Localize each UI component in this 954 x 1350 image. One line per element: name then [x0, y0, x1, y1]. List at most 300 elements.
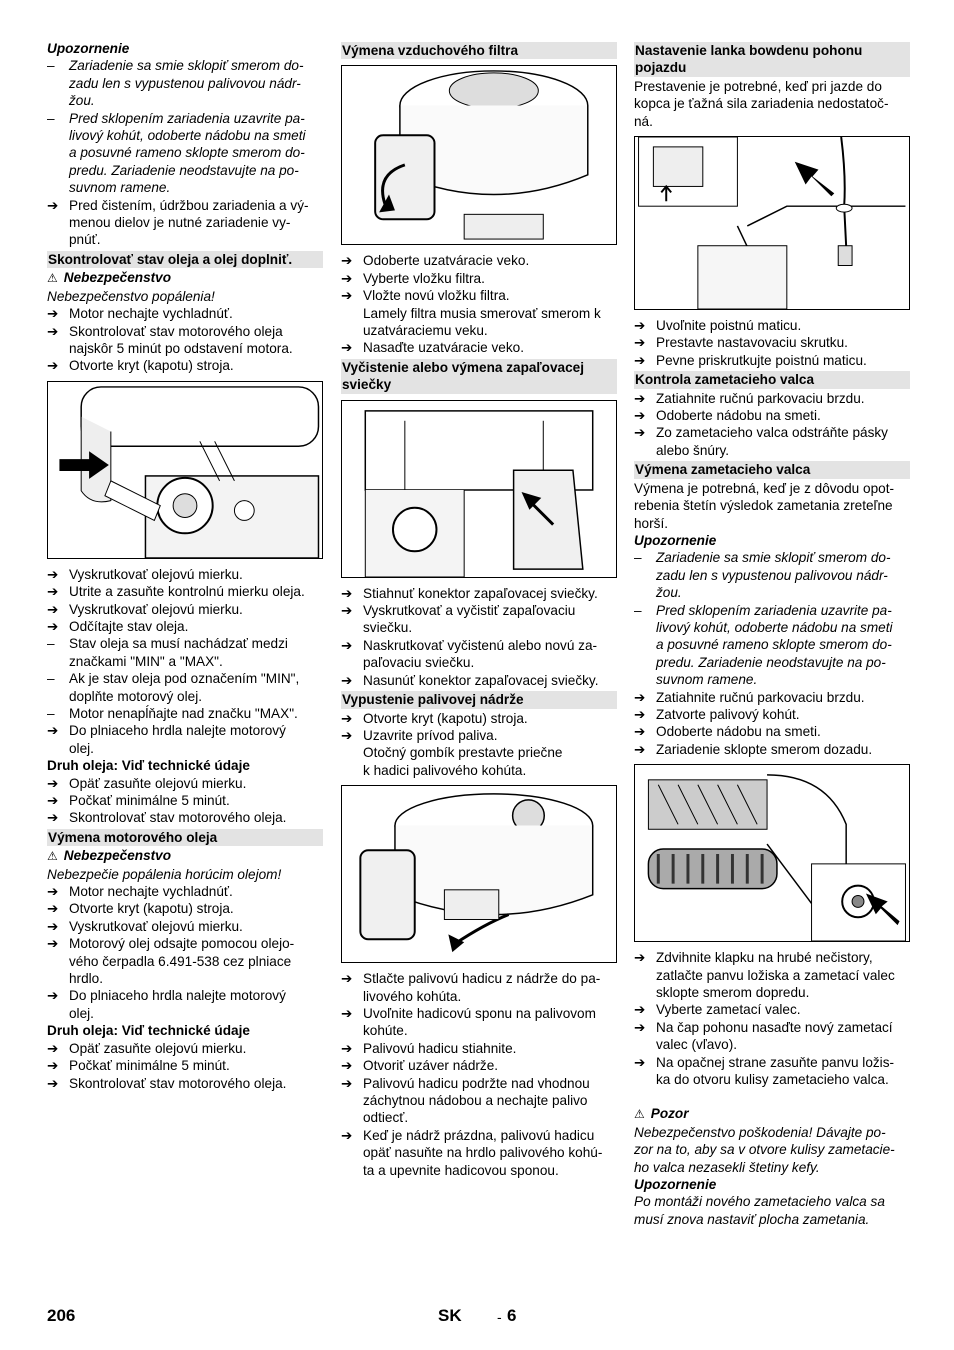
line-text: a posuvné rameno sklopte smerom do- [69, 145, 305, 161]
column-middle [341, 40, 617, 1179]
continuation-line [47, 162, 323, 179]
line-text: Upozornenie [47, 41, 130, 56]
arrow-bullet-icon: ➔ [341, 971, 353, 987]
fig-spark-plug [341, 400, 617, 578]
arrow-bullet-icon: ➔ [634, 425, 646, 441]
instruction-step [341, 970, 617, 987]
line-text: Po montáži nového zametacieho valca sa [634, 1194, 885, 1210]
bullet-item [634, 602, 910, 619]
language-code: SK [438, 1306, 462, 1325]
arrow-bullet-icon: ➔ [47, 810, 59, 826]
instruction-step [634, 1019, 910, 1036]
line-text: Skontrolovať stav oleja a olej doplniť. [48, 251, 293, 267]
arrow-bullet-icon: ➔ [47, 1075, 59, 1091]
line-text: uzatváraciemu veku. [363, 323, 488, 339]
line-text: pojazdu [635, 60, 687, 76]
arrow-bullet-icon: ➔ [47, 566, 59, 582]
arrow-bullet-icon: ➔ [634, 1019, 646, 1035]
continuation-line [341, 619, 617, 636]
line-text: livový kohút, odoberte nádobu na smeti [656, 619, 893, 635]
line-text: Nebezpečenstvo popálenia! [47, 288, 215, 304]
arrow-bullet-icon: ➔ [47, 1058, 59, 1074]
warning-triangle-icon: ⚠ [47, 271, 58, 286]
line-text: Vyskrutkovať a vyčistiť zapaľovaciu [363, 603, 576, 619]
instruction-step [341, 1127, 617, 1144]
dash-bullet: – [634, 602, 642, 618]
arrow-bullet-icon: ➔ [341, 637, 353, 653]
continuation-line [47, 970, 323, 987]
continuation-line [47, 340, 323, 357]
line-text: Stav oleja sa musí nachádzať medzi [69, 636, 288, 652]
arrow-bullet-icon: ➔ [341, 603, 353, 619]
instruction-step [47, 935, 323, 952]
text-line [47, 40, 323, 57]
instruction-step [341, 1057, 617, 1074]
line-text: Pozor [650, 1106, 689, 1122]
line-text: predu. Zariadenie neodstavujte na po- [69, 162, 299, 178]
line-text: žou. [656, 585, 682, 601]
dash-bullet: – [47, 58, 55, 74]
line-text: Kontrola zametacieho valca [635, 372, 815, 388]
instruction-step [47, 900, 323, 917]
continuation-line [634, 619, 910, 636]
section-heading [341, 376, 617, 393]
text-line [634, 1176, 910, 1193]
arrow-bullet-icon: ➔ [341, 270, 353, 286]
line-text: Motor nechajte vychladnúť. [69, 884, 233, 900]
continuation-line [634, 967, 910, 984]
warning-label [634, 1105, 910, 1123]
arrow-bullet-icon: ➔ [634, 318, 646, 334]
instruction-step [341, 710, 617, 727]
text-line [634, 1193, 910, 1210]
continuation-line [47, 653, 323, 670]
line-text: zadu len s vypustenou palivovou nádr- [69, 75, 301, 91]
continuation-line [47, 92, 323, 109]
instruction-step [634, 689, 910, 706]
instruction-step [47, 197, 323, 214]
instruction-step [341, 672, 617, 689]
instruction-step [341, 339, 617, 356]
line-text: Vyskrutkovať olejovú mierku. [69, 918, 243, 934]
arrow-bullet-icon: ➔ [47, 601, 59, 617]
line-text: musí znova nastaviť plocha zametania. [634, 1211, 870, 1227]
line-text: opäť nasuňte na hrdlo palivového kohú- [363, 1145, 603, 1161]
line-text: Palivovú hadicu stiahnite. [363, 1040, 517, 1056]
line-text: sklopte smerom dopredu. [656, 985, 810, 1000]
line-text: Skontrolovať stav motorového oleja. [69, 1075, 287, 1091]
warning-triangle-icon: ⚠ [634, 1107, 645, 1122]
line-text: Stlačte palivovú hadicu z nádrže do pa- [363, 971, 601, 987]
arrow-bullet-icon: ➔ [47, 918, 59, 934]
line-text: olej. [69, 740, 94, 756]
arrow-bullet-icon: ➔ [634, 950, 646, 966]
line-text: zor na to, aby sa v otvore kulisy zametacie- [634, 1142, 895, 1158]
dash-bullet: – [47, 110, 55, 126]
arrow-bullet-icon: ➔ [47, 1040, 59, 1056]
instruction-step [47, 1057, 323, 1074]
line-text: Pred sklopením zariadenia uzavrite pa- [69, 110, 305, 126]
line-text: Nasaďte uzatváracie veko. [363, 340, 524, 356]
continuation-line [47, 953, 323, 970]
line-text: Druh oleja: Viď technické údaje [47, 1023, 250, 1039]
instruction-step [47, 566, 323, 583]
line-text: Zariadenie sa smie sklopiť smerom do- [69, 58, 304, 74]
instruction-step [47, 775, 323, 792]
line-text: Palivovú hadicu podržte nad vhodnou [363, 1075, 590, 1091]
fig-oil-dipstick [47, 381, 323, 559]
instruction-step [47, 809, 323, 826]
continuation-line [634, 671, 910, 688]
bullet-item [47, 670, 323, 687]
line-text: Zatiahnite ručnú parkovaciu brzdu. [656, 390, 865, 406]
continuation-line [341, 762, 617, 779]
instruction-step [341, 1075, 617, 1092]
continuation-line [47, 179, 323, 196]
text-line [47, 288, 323, 305]
line-text: livového kohúta. [363, 988, 462, 1004]
instruction-step [47, 323, 323, 340]
line-text: Nebezpečenstvo [63, 270, 172, 286]
line-text: pnúť. [69, 232, 101, 248]
arrow-bullet-icon: ➔ [341, 1058, 353, 1074]
instruction-step [341, 1005, 617, 1022]
continuation-line [341, 1144, 617, 1161]
line-text: ta a upevnite hadicovou sponou. [363, 1162, 559, 1178]
line-text: hrdlo. [69, 971, 104, 987]
text-line [634, 532, 910, 549]
arrow-bullet-icon: ➔ [634, 724, 646, 740]
line-text: Prestavenie je potrebné, keď pri jazde do [634, 78, 882, 94]
instruction-step [341, 270, 617, 287]
line-text: sviečky [342, 377, 392, 393]
arrow-bullet-icon: ➔ [341, 710, 353, 726]
line-text: doplňte motorový olej. [69, 688, 202, 704]
continuation-line [341, 1092, 617, 1109]
fuel-hose-illustration [342, 786, 616, 962]
arrow-bullet-icon: ➔ [634, 741, 646, 757]
bullet-item [47, 57, 323, 74]
arrow-bullet-icon: ➔ [634, 1002, 646, 1018]
line-text: Skontrolovať stav motorového oleja [69, 323, 283, 339]
fig-fuel-hose [341, 785, 617, 963]
arrow-bullet-icon: ➔ [47, 723, 59, 739]
arrow-bullet-icon: ➔ [47, 901, 59, 917]
section-heading [634, 461, 910, 478]
line-text: Motor nechajte vychladnúť. [69, 306, 233, 322]
line-text: Uzavrite prívod paliva. [363, 727, 498, 743]
line-text: zadu len s vypustenou palivovou nádr- [656, 567, 888, 583]
instruction-step [634, 334, 910, 351]
arrow-bullet-icon: ➔ [47, 323, 59, 339]
arrow-bullet-icon: ➔ [47, 793, 59, 808]
section-number: 6 [507, 1306, 517, 1325]
text-line [634, 95, 910, 112]
line-text: Zariadenie sa smie sklopiť smerom do- [656, 550, 891, 566]
line-text: Výmena motorového oleja [48, 829, 218, 845]
instruction-step [341, 1040, 617, 1057]
continuation-line [634, 584, 910, 601]
bullet-item [47, 705, 323, 722]
line-text: Opäť zasuňte olejovú mierku. [69, 775, 247, 791]
arrow-bullet-icon: ➔ [634, 335, 646, 351]
line-text: Zdvihnite klapku na hrubé nečistory, [656, 950, 873, 966]
line-text: zatlačte panvu ložiska a zametací valec [656, 967, 895, 983]
line-text: Nebezpečie popálenia horúcim olejom! [47, 866, 282, 882]
continuation-line [341, 1109, 617, 1126]
arrow-bullet-icon: ➔ [341, 672, 353, 688]
line-text: Ak je stav oleja pod označením "MIN", [69, 671, 300, 687]
line-text: Opäť zasuňte olejovú mierku. [69, 1040, 247, 1056]
line-text: Zo zametacieho valca odstráňte pásky [656, 425, 888, 441]
line-text: olej. [69, 1005, 94, 1021]
line-text: Upozornenie [634, 532, 717, 548]
instruction-step [634, 741, 910, 758]
arrow-bullet-icon: ➔ [341, 1005, 353, 1021]
bullet-item [634, 549, 910, 566]
line-text: ho valca nezasekli štetiny kefy. [634, 1159, 820, 1175]
fig-air-filter [341, 65, 617, 245]
line-text: alebo šnúry. [656, 442, 730, 458]
spacer [634, 1088, 910, 1105]
instruction-step [341, 252, 617, 269]
line-text: Uvoľnite poistnú maticu. [656, 318, 802, 334]
section-heading [47, 251, 323, 268]
warning-triangle-icon: ⚠ [47, 849, 58, 864]
continuation-line [341, 654, 617, 671]
text-line [634, 515, 910, 532]
continuation-line [47, 1005, 323, 1022]
line-text: Stiahnuť konektor zapaľovacej sviečky. [363, 585, 598, 601]
text-line [47, 757, 323, 774]
instruction-step [341, 287, 617, 304]
line-text: Prestavte nastavovaciu skrutku. [656, 335, 848, 351]
line-text: k hadici palivového kohúta. [363, 762, 527, 778]
line-text: vého čerpadla 6.491-538 cez plniace [69, 953, 292, 969]
arrow-bullet-icon: ➔ [341, 340, 353, 356]
text-line [634, 1124, 910, 1141]
instruction-step [634, 706, 910, 723]
line-text: Zatiahnite ručnú parkovaciu brzdu. [656, 689, 865, 705]
line-text: najskôr 5 minút po odstavení motora. [69, 340, 293, 356]
line-text: Otvoriť uzáver nádrže. [363, 1058, 499, 1074]
line-text: Motorový olej odsajte pomocou olejo- [69, 936, 295, 952]
instruction-step [634, 723, 910, 740]
arrow-bullet-icon: ➔ [341, 253, 353, 269]
bullet-item [47, 110, 323, 127]
continuation-line [47, 127, 323, 144]
continuation-line [47, 214, 323, 231]
continuation-line [341, 1022, 617, 1039]
arrow-bullet-icon: ➔ [47, 197, 59, 213]
warning-label [47, 269, 323, 287]
instruction-step [341, 602, 617, 619]
fig-bowden [634, 136, 910, 310]
arrow-bullet-icon: ➔ [634, 408, 646, 424]
instruction-step [47, 792, 323, 809]
line-text: paľovaciu sviečku. [363, 655, 475, 671]
instruction-step [634, 949, 910, 966]
line-text: Zatvorte palivový kohút. [656, 706, 800, 722]
arrow-bullet-icon: ➔ [47, 584, 59, 600]
instruction-step [634, 1054, 910, 1071]
line-text: Otočný gombík prestavte priečne [363, 745, 563, 761]
column-left [47, 40, 323, 1092]
continuation-line [634, 654, 910, 671]
line-text: Do plniaceho hrdla nalejte motorový [69, 988, 286, 1004]
line-text: Na opačnej strane zasuňte panvu ložis- [656, 1054, 895, 1070]
instruction-step [634, 407, 910, 424]
section-heading [634, 42, 910, 59]
continuation-line [47, 75, 323, 92]
arrow-bullet-icon: ➔ [634, 706, 646, 722]
section-heading [341, 359, 617, 376]
line-text: Počkať minimálne 5 minút. [69, 793, 230, 808]
instruction-step [47, 357, 323, 374]
fig-roller [634, 764, 910, 942]
page-number: 206 [47, 1306, 76, 1325]
arrow-bullet-icon: ➔ [634, 352, 646, 368]
instruction-step [634, 317, 910, 334]
line-text: Vyskrutkovať olejovú mierku. [69, 601, 243, 617]
line-text: záchytnou nádobou a nechajte palivo [363, 1092, 588, 1108]
line-text: Lamely filtra musia smerovať smerom k [363, 305, 601, 321]
line-text: Pred čistením, údržbou zariadenia a vý- [69, 197, 309, 213]
arrow-bullet-icon: ➔ [341, 727, 353, 743]
line-text: Odoberte uzatváracie veko. [363, 253, 530, 269]
instruction-step [47, 987, 323, 1004]
air-filter-illustration [342, 66, 616, 244]
text-line [47, 1022, 323, 1039]
line-text: valec (vľavo). [656, 1037, 738, 1053]
instruction-step [47, 583, 323, 600]
line-text: Vyberte zametací valec. [656, 1002, 801, 1018]
line-text: značkami "MIN" a "MAX". [69, 653, 223, 669]
line-text: Upozornenie [634, 1177, 717, 1193]
sweeping-roller-illustration [635, 765, 909, 941]
continuation-line [634, 984, 910, 1001]
section-heading [634, 371, 910, 388]
instruction-step [634, 390, 910, 407]
text-line [634, 480, 910, 497]
text-line [634, 1159, 910, 1176]
line-text: Zariadenie sklopte smerom dozadu. [656, 741, 873, 757]
instruction-step [47, 305, 323, 322]
line-text: suvnom ramene. [69, 180, 171, 196]
instruction-step [47, 618, 323, 635]
section-dash: - [497, 1309, 502, 1325]
line-text: Naskrutkovať vyčistenú alebo novú za- [363, 637, 598, 653]
continuation-line [341, 1162, 617, 1179]
line-text: odtiecť. [363, 1110, 409, 1126]
continuation-line [634, 567, 910, 584]
arrow-bullet-icon: ➔ [634, 1054, 646, 1070]
text-line [634, 497, 910, 514]
continuation-line [47, 688, 323, 705]
line-text: sviečku. [363, 620, 413, 636]
line-text: Druh oleja: Viď technické údaje [47, 758, 250, 774]
instruction-step [47, 1040, 323, 1057]
line-text: Nebezpečenstvo poškodenia! Dávajte po- [634, 1124, 886, 1140]
arrow-bullet-icon: ➔ [47, 618, 59, 634]
arrow-bullet-icon: ➔ [341, 1127, 353, 1143]
instruction-step [47, 722, 323, 739]
line-text: Utrite a zasuňte kontrolnú mierku oleja. [69, 584, 305, 600]
line-text: Na čap pohonu nasaďte nový zametací [656, 1019, 893, 1035]
line-text: rebenia štetín výsledok zametania zreteľne [634, 498, 893, 514]
arrow-bullet-icon: ➔ [341, 288, 353, 304]
line-text: ná. [634, 113, 653, 129]
warning-label [47, 847, 323, 865]
line-text: Vyskrutkovať olejovú mierku. [69, 566, 243, 582]
continuation-line [341, 322, 617, 339]
continuation-line [634, 1071, 910, 1088]
section-heading [634, 59, 910, 76]
text-line [634, 113, 910, 130]
line-text: Počkať minimálne 5 minút. [69, 1058, 230, 1074]
line-text: Pred sklopením zariadenia uzavrite pa- [656, 602, 892, 618]
arrow-bullet-icon: ➔ [341, 1075, 353, 1091]
line-text: livový kohút, odoberte nádobu na smeti [69, 128, 306, 144]
instruction-step [634, 352, 910, 369]
section-heading [341, 691, 617, 708]
text-line [634, 1141, 910, 1158]
arrow-bullet-icon: ➔ [47, 936, 59, 952]
instruction-step [341, 637, 617, 654]
continuation-line [341, 988, 617, 1005]
arrow-bullet-icon: ➔ [47, 988, 59, 1004]
text-line [634, 78, 910, 95]
line-text: suvnom ramene. [656, 672, 758, 688]
oil-dipstick-illustration [48, 382, 322, 558]
line-text: Výmena je potrebná, keď je z dôvodu opot- [634, 480, 895, 496]
line-text: Vypustenie palivovej nádrže [342, 692, 524, 708]
continuation-line [634, 636, 910, 653]
arrow-bullet-icon: ➔ [47, 775, 59, 791]
line-text: Keď je nádrž prázdna, palivovú hadicu [363, 1127, 595, 1143]
line-text: Vyberte vložku filtra. [363, 270, 485, 286]
arrow-bullet-icon: ➔ [47, 306, 59, 322]
instruction-step [47, 1075, 323, 1092]
continuation-line [634, 1036, 910, 1053]
text-line [634, 1211, 910, 1228]
dash-bullet: – [47, 705, 55, 721]
line-text: Odoberte nádobu na smeti. [656, 724, 821, 740]
instruction-step [47, 601, 323, 618]
line-text: Vložte novú vložku filtra. [363, 288, 510, 304]
line-text: Odoberte nádobu na smeti. [656, 408, 821, 424]
line-text: kopca je ťažná sila zariadenia nedostatoč- [634, 96, 889, 112]
instruction-step [341, 727, 617, 744]
instruction-step [47, 883, 323, 900]
dash-bullet: – [634, 550, 642, 566]
continuation-line [47, 231, 323, 248]
continuation-line [634, 442, 910, 459]
line-text: Nastavenie lanka bowdenu pohonu [635, 43, 863, 58]
line-text: kohúte. [363, 1023, 408, 1039]
dash-bullet: – [47, 671, 55, 687]
text-line [47, 866, 323, 883]
line-text: žou. [69, 93, 95, 109]
arrow-bullet-icon: ➔ [341, 585, 353, 601]
line-text: Výmena zametacieho valca [635, 462, 811, 478]
line-text: Uvoľnite hadicovú sponu na palivovom [363, 1005, 596, 1021]
arrow-bullet-icon: ➔ [634, 689, 646, 705]
line-text: predu. Zariadenie neodstavujte na po- [656, 654, 886, 670]
instruction-step [634, 1001, 910, 1018]
line-text: Otvorte kryt (kapotu) stroja. [69, 901, 234, 917]
line-text: Do plniaceho hrdla nalejte motorový [69, 723, 286, 739]
